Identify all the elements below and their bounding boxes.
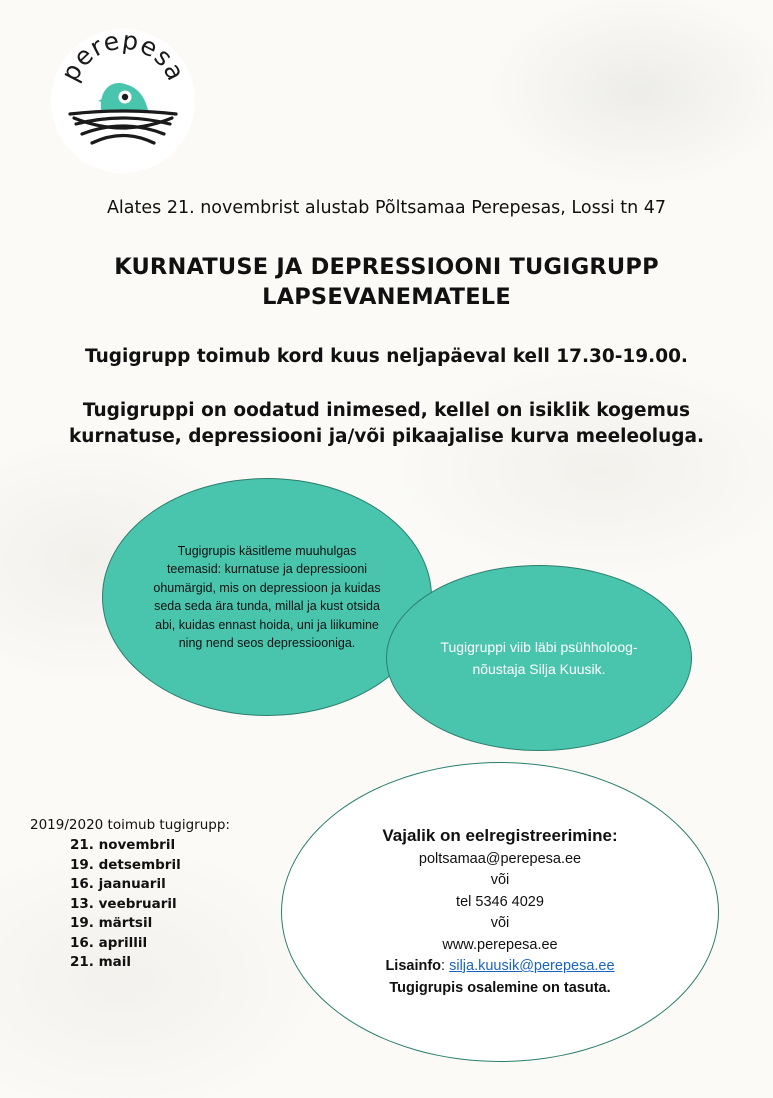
registration-title: Vajalik on eelregistreerimine: [382,826,618,845]
date-item: 19. märtsil [70,915,153,931]
intro-line: Alates 21. novembrist alustab Põltsamaa Perepesas, Lossi tn 47 [106,198,667,218]
free-note: Tugigrupis osalemine on tasuta. [389,979,611,996]
info-email-link[interactable]: silja.kuusik@perepesa.ee [449,958,615,974]
schedule-text: Tugigrupp toimub kord kuus neljapäeval kell 17.30-19.00. [85,346,688,367]
topics-text: Tugigrupis käsitleme muuhulgas teemasid: kurnatuse ja depressiooni ohumärgid, mis on depressioon ja kuidas seda seda ära tunda, millal ja kust otsida abi, kuidas ennast hoida, uni ja liikumine ning nend seos depressiooniga. [153,543,381,650]
date-item: 21. novembril [70,837,176,853]
date-item: 16. jaanuaril [70,876,166,892]
website-link[interactable]: www.perepesa.ee [442,936,558,953]
audience-text: Tugigruppi on oodatud inimesed, kellel on isiklik kogemus kurnatuse, depressiooni ja/või pikaajalise kurva meeleoluga. [68,400,705,447]
or-separator: või [490,872,510,888]
registration-phone[interactable]: tel 5346 4029 [456,893,544,910]
info-label: Lisainfo [385,958,442,974]
date-item: 16. aprillil [70,934,148,951]
facilitator-text: Tugigruppi viib läbi psühholoog-nõustaja Silja Kuusik. [440,639,638,677]
facilitator-bubble [386,565,692,751]
perepesa-logo [50,28,196,174]
title-line-1: KURNATUSE JA DEPRESSIOONI TUGIGRUPP [114,254,659,280]
page-title [0,252,773,312]
or-separator: või [490,915,510,931]
date-item: 13. veebruaril [70,895,177,912]
topics-bubble [102,478,432,716]
svg-text:perepesa: perepesa [55,28,191,86]
registration-bubble [281,762,719,1062]
title-line-2: LAPSEVANEMATELE [262,284,511,310]
dates-list [30,817,290,973]
info-line [385,956,614,978]
dates-heading: 2019/2020 toimub tugigrupp: [30,817,230,833]
date-item: 19. detsembril [70,856,181,873]
date-item: 21. mail [70,954,132,970]
info-colon: : [441,958,450,974]
registration-email[interactable]: poltsamaa@perepesa.ee [418,850,582,867]
